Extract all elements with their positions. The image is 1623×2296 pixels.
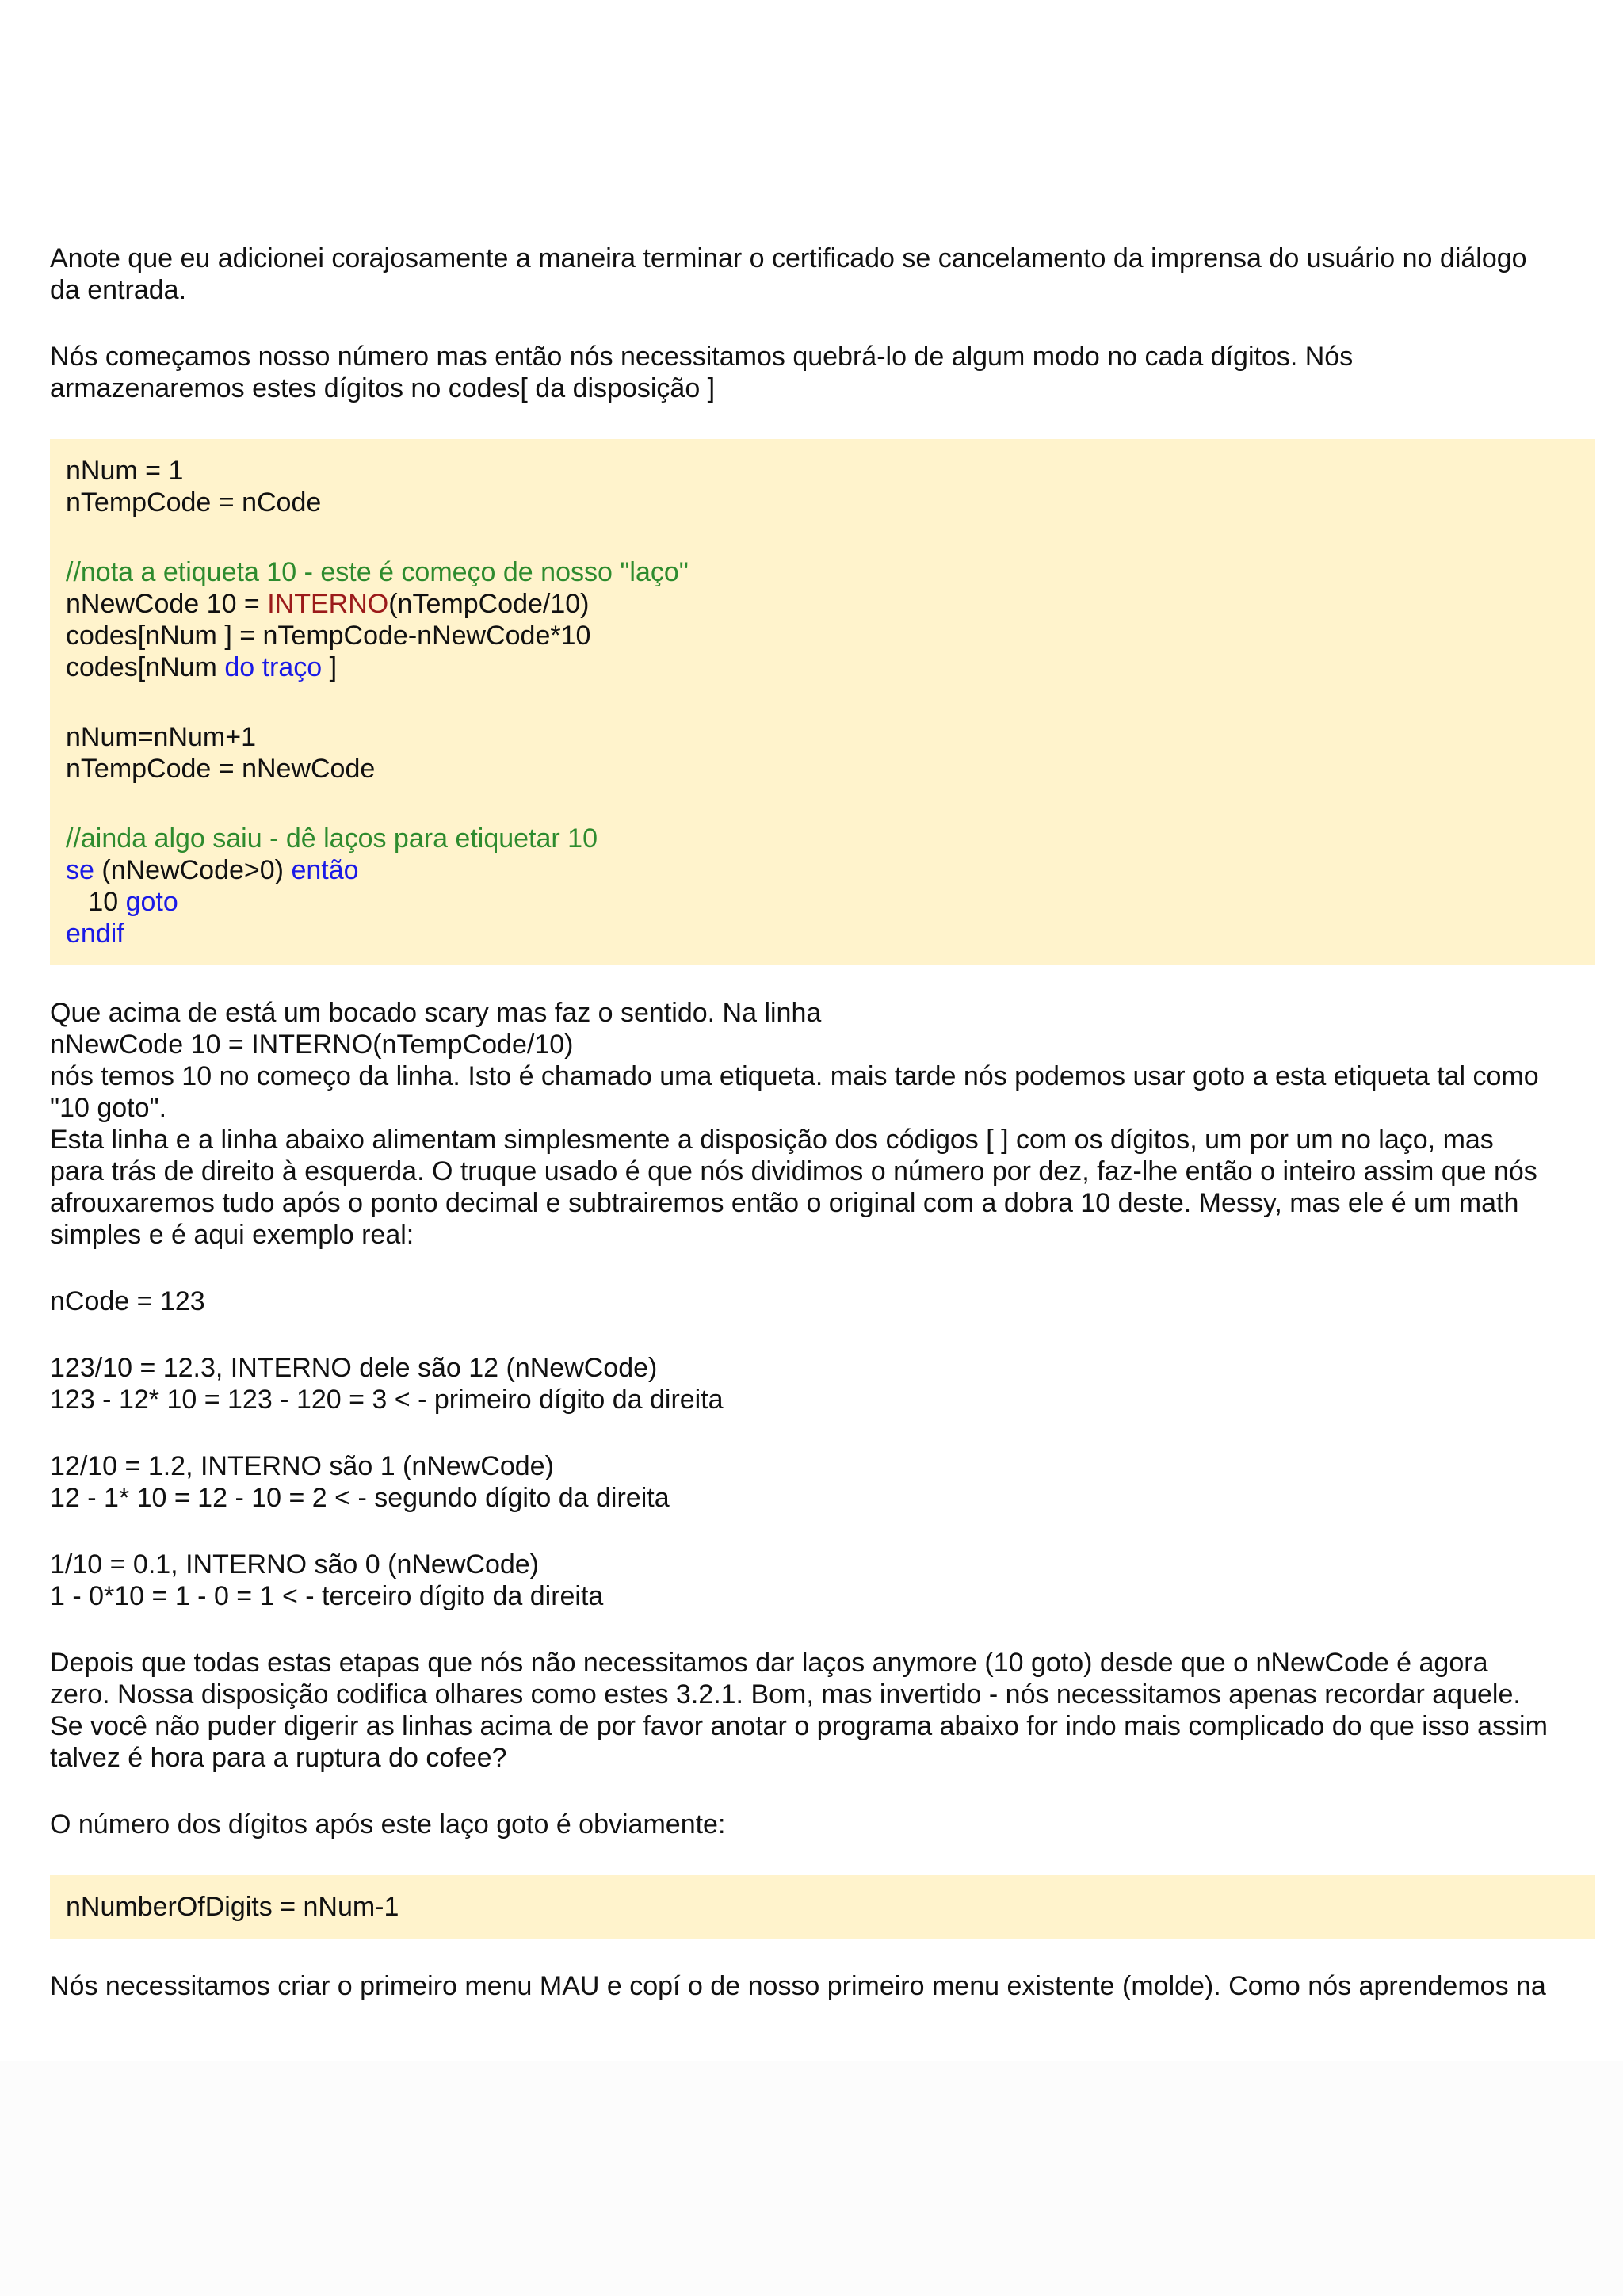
text-line: Esta linha e a linha abaixo alimentam simplesmente a disposição dos códigos [ ] com os dígitos, um por um no laço, mas: [50, 1125, 1494, 1155]
code-function: INTERNO: [267, 589, 389, 619]
paragraph-explanation: [50, 997, 1579, 1251]
code-line: nNumberOfDigits = nNum-1: [66, 1892, 399, 1922]
code-keyword: do traço: [224, 652, 323, 682]
code-line: nNum = 1: [66, 456, 184, 486]
code-keyword: endif: [66, 919, 124, 949]
code-block-digit-count: [50, 1875, 1595, 1939]
text-line: 1 - 0*10 = 1 - 0 = 1 < - terceiro dígito da direita: [50, 1581, 604, 1611]
text-line: Que acima de está um bocado scary mas faz o sentido. Na linha: [50, 998, 822, 1028]
text-line: 12/10 = 1.2, INTERNO são 1 (nNewCode): [50, 1451, 554, 1481]
text-line: 123/10 = 12.3, INTERNO dele são 12 (nNewCode): [50, 1353, 658, 1383]
paragraph-menu: [50, 1970, 1579, 2002]
paragraph-intro: [50, 243, 1579, 306]
text-line: Nós começamos nosso número mas então nós necessitamos quebrá-lo de algum modo no cada dígitos. Nós: [50, 342, 1354, 372]
text-line: armazenaremos estes dígitos no codes[ da disposição ]: [50, 373, 716, 403]
code-keyword: se: [66, 855, 94, 885]
paragraph-step3: [50, 1549, 1579, 1612]
text-line: afrouxaremos tudo após o ponto decimal e subtrairemos então o original com a dobra 10 deste. Messy, mas ele é um math: [50, 1188, 1519, 1218]
document-page: [50, 243, 1579, 2037]
text-line: Se você não puder digerir as linhas acima de por favor anotar o programa abaixo for indo mais complicado do que isso assim: [50, 1711, 1548, 1741]
code-comment: //nota a etiqueta 10 - este é começo de nosso "laço": [66, 557, 689, 587]
text-line: Depois que todas estas etapas que nós não necessitamos dar laços anymore (10 goto) desde que o nNewCode é agora: [50, 1648, 1488, 1678]
text-line: nós temos 10 no começo da linha. Isto é chamado uma etiqueta. mais tarde nós podemos usar goto a esta etiqueta tal como: [50, 1061, 1539, 1091]
paragraph-digit-count: [50, 1809, 1579, 1840]
text-line: talvez é hora para a ruptura do cofee?: [50, 1743, 507, 1773]
text-line: "10 goto".: [50, 1093, 167, 1123]
code-line: nNewCode 10 = INTERNO(nTempCode/10): [66, 589, 590, 619]
paragraph-digits: [50, 341, 1579, 404]
text-line: 123 - 12* 10 = 123 - 120 = 3 < - primeiro dígito da direita: [50, 1385, 724, 1415]
text-line: simples e é aqui exemplo real:: [50, 1220, 414, 1250]
code-keyword: goto: [125, 887, 178, 917]
paragraph-step2: [50, 1450, 1579, 1514]
text-line: Anote que eu adicionei corajosamente a maneira terminar o certificado se cancelamento da imprensa do usuário no diálogo: [50, 243, 1527, 273]
code-line: codes[nNum ] = nTempCode-nNewCode*10: [66, 621, 591, 651]
code-line: 10 goto: [66, 887, 178, 917]
paragraph-step1: [50, 1352, 1579, 1415]
code-line: codes[nNum do traço ]: [66, 652, 338, 682]
code-keyword: então: [291, 855, 359, 885]
text-line: para trás de direito à esquerda. O truque usado é que nós dividimos o número por dez, faz-lhe então o inteiro assim que nós: [50, 1156, 1537, 1186]
text-line: zero. Nossa disposição codifica olhares como estes 3.2.1. Bom, mas invertido - nós necessitamos apenas recordar aquele.: [50, 1679, 1521, 1710]
text-line: nCode = 123: [50, 1286, 205, 1316]
code-line: se (nNewCode>0) então: [66, 855, 359, 885]
text-line: nNewCode 10 = INTERNO(nTempCode/10): [50, 1030, 574, 1060]
page-footer-area: [0, 2061, 1623, 2296]
code-comment: //ainda algo saiu - dê laços para etiquetar 10: [66, 823, 598, 854]
text-line: da entrada.: [50, 275, 187, 305]
text-line: O número dos dígitos após este laço goto é obviamente:: [50, 1809, 726, 1839]
paragraph-ncode: [50, 1286, 1579, 1317]
code-block-loop: [50, 439, 1595, 965]
text-line: 12 - 1* 10 = 12 - 10 = 2 < - segundo dígito da direita: [50, 1483, 670, 1513]
paragraph-summary: [50, 1647, 1579, 1774]
code-line: nNum=nNum+1: [66, 722, 257, 752]
text-line: Nós necessitamos criar o primeiro menu MAU e copí o de nosso primeiro menu existente (molde). Como nós aprendemos na: [50, 1971, 1546, 2001]
code-line: nTempCode = nNewCode: [66, 754, 376, 784]
text-line: 1/10 = 0.1, INTERNO são 0 (nNewCode): [50, 1549, 539, 1580]
code-line: nTempCode = nCode: [66, 487, 322, 518]
